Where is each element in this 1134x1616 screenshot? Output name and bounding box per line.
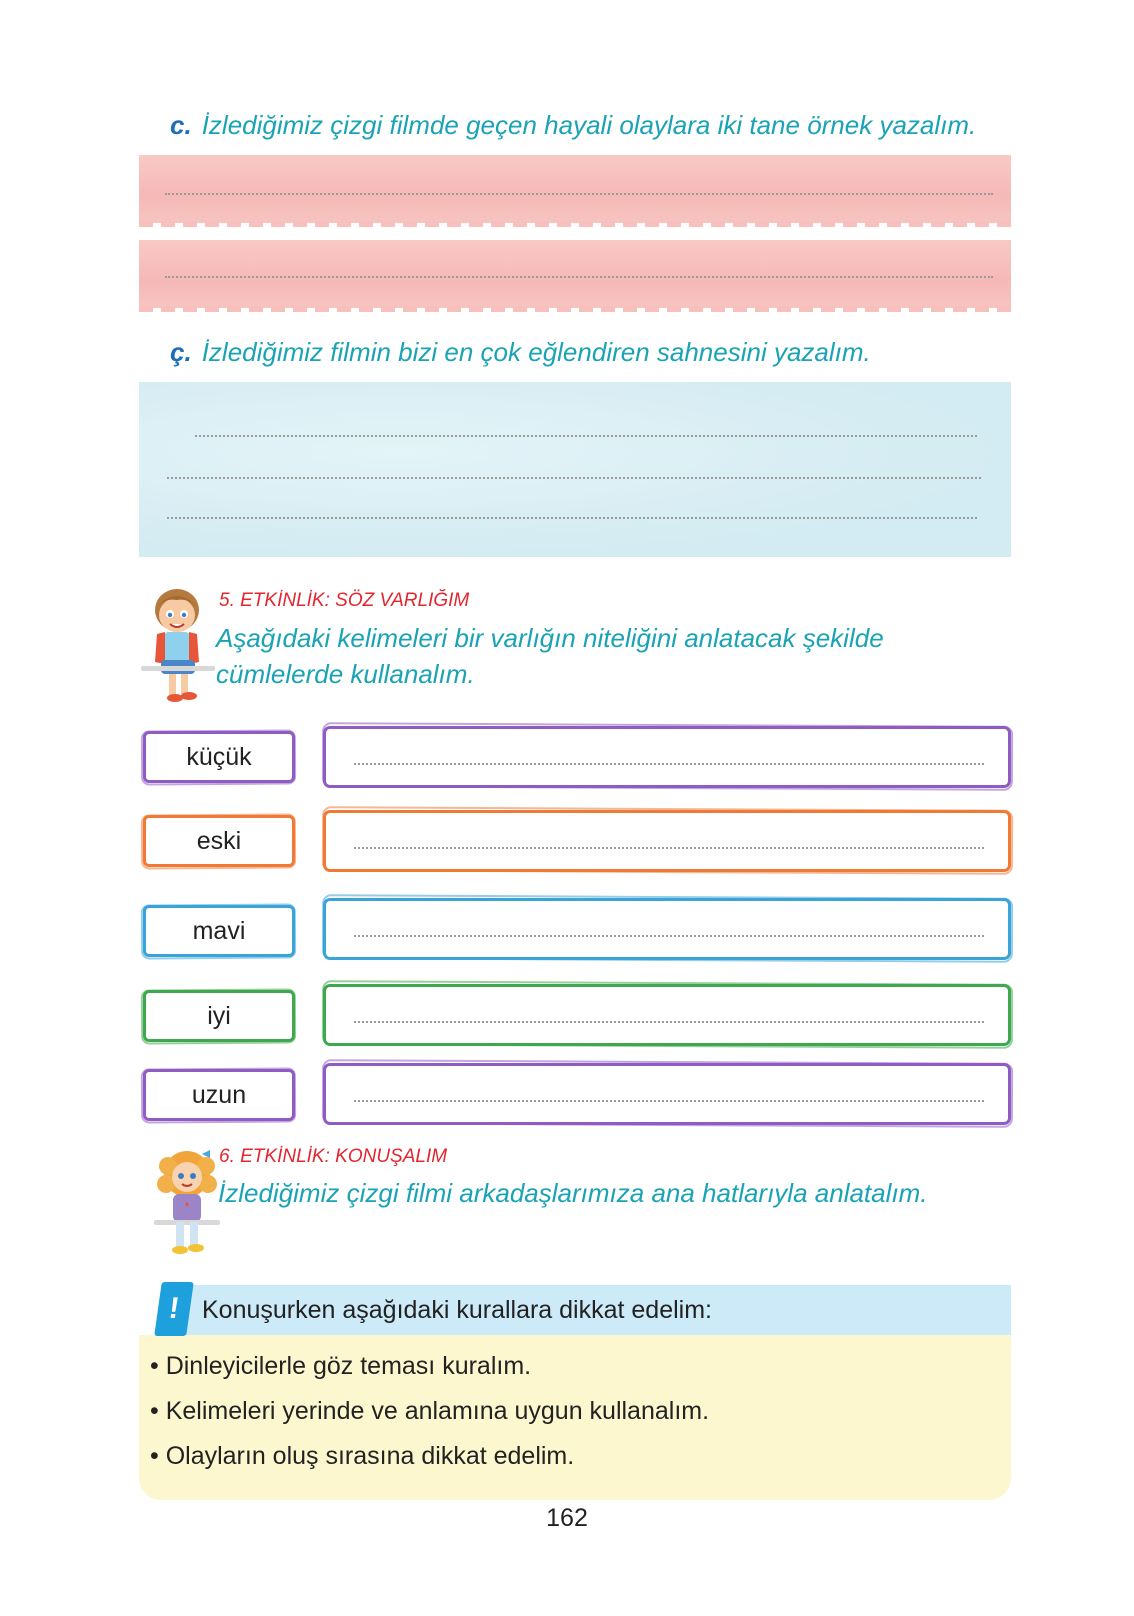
question-cc-letter: ç. [170,337,192,367]
answer-box-mavi[interactable] [323,898,1011,960]
word-box-uzun: uzun [143,1069,295,1121]
answer-line[interactable] [165,276,993,278]
answer-line[interactable] [195,435,977,437]
answer-line[interactable] [167,477,981,479]
rule-item-2: • Kelimeleri yerinde ve anlamına uygun kullanalım. [150,1397,710,1425]
answer-line[interactable] [354,763,984,765]
answer-line[interactable] [167,517,977,519]
word-box-iyi: iyi [143,990,295,1042]
question-cc [170,337,871,368]
answer-band-c-1[interactable] [139,155,1011,223]
answer-box-eski[interactable] [323,810,1011,872]
question-c [170,110,976,141]
activity5-instruction: Aşağıdaki kelimeleri bir varlığın niteliğini anlatacak şekilde cümlelerde kullanalım. [216,623,884,689]
answer-band-c-2[interactable] [139,240,1011,308]
word-box-kucuk: küçük [143,731,295,783]
boy-illustration [139,584,217,710]
question-c-letter: c. [170,110,192,140]
question-cc-text: İzlediğimiz filmin bizi en çok eğlendiren sahnesini yazalım. [201,337,871,367]
word-box-mavi: mavi [143,905,295,957]
answer-line[interactable] [165,193,993,195]
activity6-title: 6. ETKİNLİK: KONUŞALIM [219,1146,448,1167]
answer-box-cc[interactable] [139,382,1011,557]
answer-box-iyi[interactable] [323,984,1011,1046]
rule-item-3: • Olayların oluş sırasına dikkat edelim. [150,1442,575,1470]
page-number: 162 [546,1504,588,1532]
word-box-eski: eski [143,815,295,867]
answer-line[interactable] [354,1100,984,1102]
rule-item-1: • Dinleyicilerle göz teması kuralım. [150,1352,532,1380]
answer-box-kucuk[interactable] [323,726,1011,788]
answer-line[interactable] [354,935,984,937]
activity5-title: 5. ETKİNLİK: SÖZ VARLIĞIM [219,590,470,611]
answer-line[interactable] [354,1021,984,1023]
question-c-text: İzlediğimiz çizgi filmde geçen hayali olaylara iki tane örnek yazalım. [201,110,977,140]
activity6-instruction: İzlediğimiz çizgi filmi arkadaşlarımıza ana hatlarıyla anlatalım. [218,1178,928,1208]
answer-box-uzun[interactable] [323,1063,1011,1125]
exclamation-icon: ! [154,1282,194,1336]
rules-header [182,1285,1011,1335]
answer-line[interactable] [354,847,984,849]
girl-illustration [152,1150,222,1262]
rules-header-text: Konuşurken aşağıdaki kurallara dikkat edelim: [202,1295,712,1324]
